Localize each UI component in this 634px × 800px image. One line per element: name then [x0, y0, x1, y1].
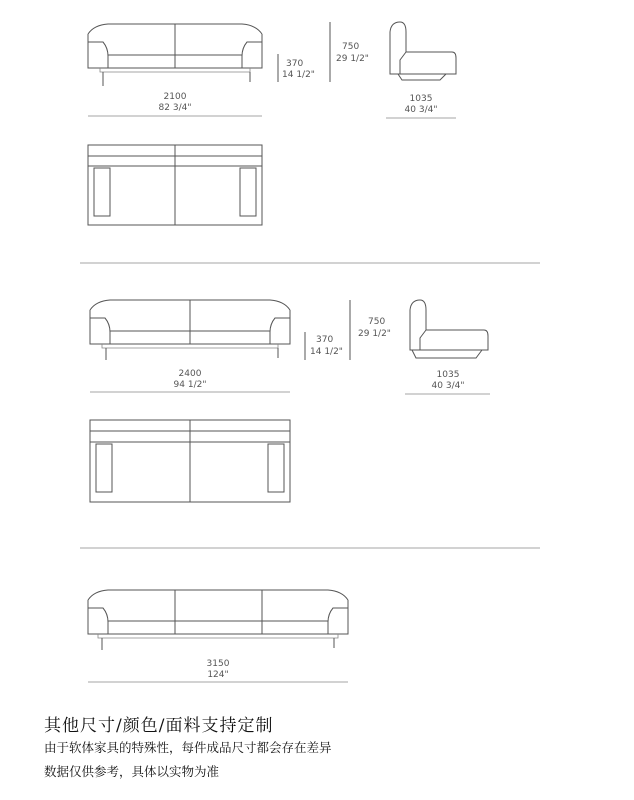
length-in-3150: 124"	[207, 670, 229, 680]
front-view-3150	[88, 590, 348, 650]
disclaimer-line-1: 由于软体家具的特殊性，每件成品尺寸都会存在差异	[44, 740, 332, 755]
side-view-1	[390, 22, 456, 80]
front-view-2400	[90, 300, 290, 360]
length-mm-2100: 2100	[163, 92, 187, 102]
side-view-2	[410, 300, 488, 358]
front-view-2100	[88, 24, 262, 86]
depth-mm-2: 1035	[436, 370, 460, 380]
length-mm-3150: 3150	[206, 659, 230, 669]
length-in-2100: 82 3/4"	[158, 103, 192, 113]
depth-in-2: 40 3/4"	[431, 381, 465, 391]
back-height-mm-1: 750	[342, 42, 360, 52]
seat-height-in-1: 14 1/2"	[282, 70, 315, 80]
top-view-2400	[90, 420, 290, 502]
seat-height-mm-2: 370	[316, 335, 334, 345]
seat-height-in-2: 14 1/2"	[310, 347, 343, 357]
seat-height-mm-1: 370	[286, 59, 304, 69]
depth-in-1: 40 3/4"	[404, 105, 438, 115]
disclaimer-line-2: 数据仅供参考，具体以实物为准	[44, 764, 220, 779]
back-height-in-2: 29 1/2"	[358, 329, 391, 339]
length-mm-2400: 2400	[178, 369, 202, 379]
customization-title: 其他尺寸/颜色/面料支持定制	[44, 716, 274, 736]
depth-mm-1: 1035	[409, 94, 433, 104]
back-height-mm-2: 750	[368, 317, 386, 327]
back-height-in-1: 29 1/2"	[336, 54, 369, 64]
length-in-2400: 94 1/2"	[173, 380, 207, 390]
top-view-2100	[88, 145, 262, 225]
